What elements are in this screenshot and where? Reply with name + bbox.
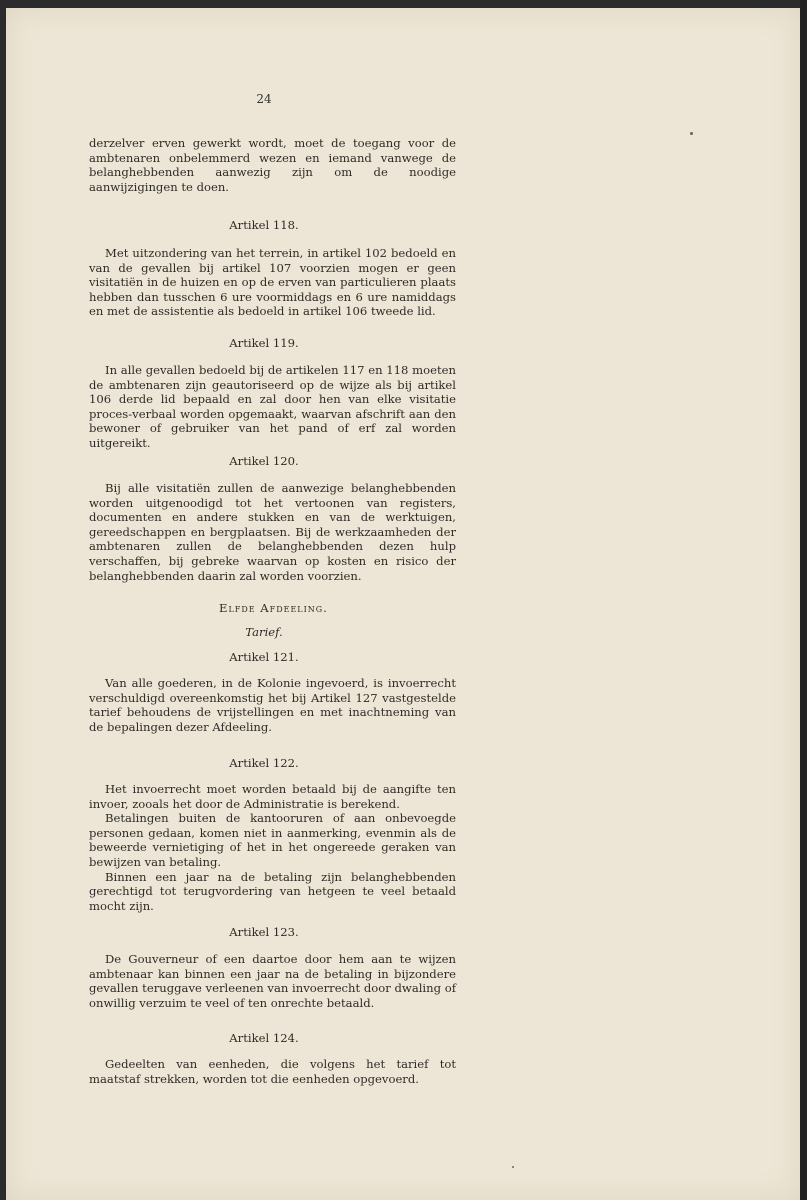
article-123 xyxy=(89,925,456,940)
article-heading: Artikel 123. xyxy=(229,925,299,939)
article-118-body xyxy=(89,246,456,319)
article-121-body xyxy=(89,676,456,734)
article-124 xyxy=(89,1031,456,1046)
article-119-body xyxy=(89,363,456,451)
section-title-block xyxy=(89,601,456,616)
article-heading: Artikel 119. xyxy=(229,336,299,350)
article-heading: Artikel 124. xyxy=(229,1031,299,1045)
section-subtitle-block xyxy=(89,625,456,640)
article-paragraph: Van alle goederen, in de Kolonie ingevoerd, is invoerrecht verschuldigd overeenkomstig het bij Artikel 127 vastgestelde tarief behoudens de vrijstellingen en met inachtneming van de bepalingen dezer Afdeeling. xyxy=(89,676,456,734)
article-heading: Artikel 121. xyxy=(229,650,299,664)
article-120-body xyxy=(89,481,456,583)
article-paragraph: De Gouverneur of een daartoe door hem aan te wijzen ambtenaar kan binnen een jaar na de betaling in bijzondere gevallen teruggave verleenen van invoerrecht door dwaling of onwillig verzuim te veel of ten onrechte betaald. xyxy=(89,952,456,1010)
article-122 xyxy=(89,756,456,771)
article-120 xyxy=(89,454,456,469)
intro-paragraph: derzelver erven gewerkt wordt, moet de toegang voor de ambtenaren onbelemmerd wezen en iemand vanwege de belanghebbenden aanwezig zijn om de noodige aanwijzigingen te doen. xyxy=(89,136,456,194)
article-paragraph: In alle gevallen bedoeld bij de artikelen 117 en 118 moeten de ambtenaren zijn geautoriseerd op de wijze als bij artikel 106 derde lid bepaald en zal door hen van elke visitatie proces-verbaal worden opgemaakt, waarvan afschrift aan den bewoner of gebruiker van het pand of erf zal worden uitgereikt. xyxy=(89,363,456,450)
article-heading: Artikel 118. xyxy=(229,218,299,232)
article-paragraph: Betalingen buiten de kantooruren of aan onbevoegde personen gedaan, komen niet in aanmerking, evenmin als de beweerde vernietiging of het in het ongereede geraken van bewijzen van betaling. xyxy=(89,811,456,869)
article-paragraph: Gedeelten van eenheden, die volgens het tarief tot maatstaf strekken, worden tot die eenheden opgevoerd. xyxy=(89,1057,456,1086)
article-124-body xyxy=(89,1057,456,1086)
article-119 xyxy=(89,336,456,351)
article-heading: Artikel 120. xyxy=(229,454,299,468)
section-subtitle: Tarief. xyxy=(245,625,283,639)
article-paragraph: Binnen een jaar na de betaling zijn belanghebbenden gerechtigd tot terugvordering van hetgeen te veel betaald mocht zijn. xyxy=(89,869,456,913)
article-heading: Artikel 122. xyxy=(229,756,299,770)
article-121 xyxy=(89,650,456,665)
article-122-body xyxy=(89,782,456,913)
page-number: 24 xyxy=(256,92,272,106)
document-page xyxy=(6,8,800,1200)
intro-block xyxy=(89,136,456,194)
paper-speck xyxy=(512,1166,514,1168)
article-123-body xyxy=(89,952,456,1010)
article-paragraph: Met uitzondering van het terrein, in artikel 102 bedoeld en van de gevallen bij artikel 107 voorzien mogen er geen visitatiën in de huizen en op de erven van particulieren plaats hebben dan tusschen 6 ure voormiddags en 6 ure namiddags en met de assistentie als bedoeld in artikel 106 tweede lid. xyxy=(89,246,456,319)
article-paragraph: Bij alle visitatiën zullen de aanwezige belanghebbenden worden uitgenoodigd tot het vertoonen van registers, documenten en andere stukken en van de werktuigen, gereedschappen en bergplaatsen. Bij de werkzaamheden der ambtenaren zullen de belanghebbenden dezen hulp verschaffen, bij gebreke waarvan op kosten en risico der belanghebbenden daarin zal worden voorzien. xyxy=(89,481,456,583)
paper-speck xyxy=(690,132,693,135)
article-118 xyxy=(89,218,456,233)
section-title: Elfde Afdeeling. xyxy=(219,601,328,615)
article-paragraph: Het invoerrecht moet worden betaald bij de aangifte ten invoer, zooals het door de Administratie is berekend. xyxy=(89,782,456,811)
scan-border xyxy=(800,0,807,1200)
